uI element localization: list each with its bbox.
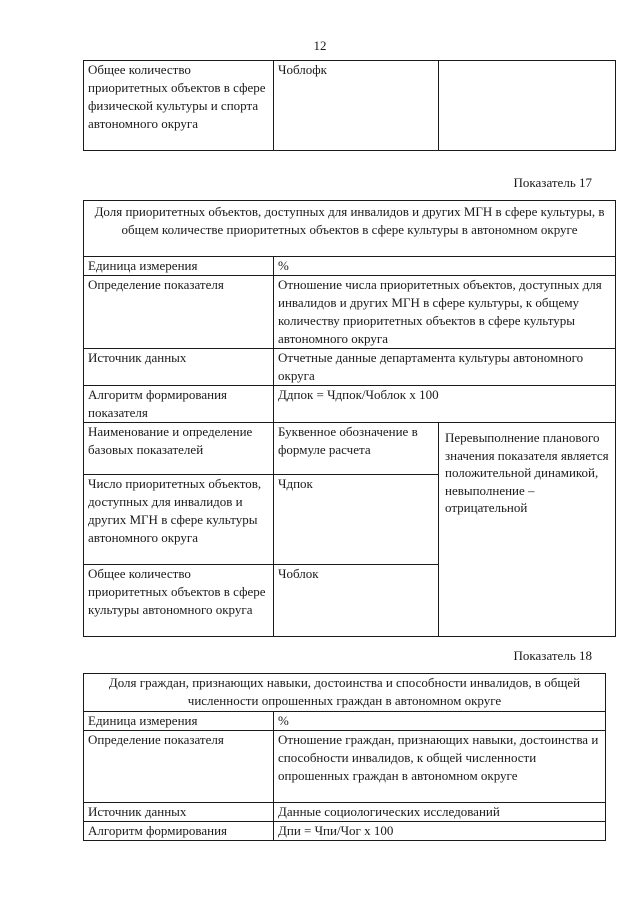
indicator-title: Доля приоритетных объектов, доступных для инвалидов и других МГН в сфере культуры, в общем количестве приоритетных объектов в сфере культуры в автономном округе — [84, 201, 616, 257]
title-row — [84, 674, 606, 712]
row-label: Единица измерения — [84, 257, 274, 276]
empty-cell — [439, 61, 616, 151]
indicator-title: Доля граждан, признающих навыки, достоинства и способности инвалидов, в общей численности опрошенных граждан в автономном округе — [84, 674, 606, 712]
table-row — [84, 803, 606, 822]
table-row — [84, 61, 616, 151]
row-value: Дпи = Чпи/Чог x 100 — [274, 822, 606, 841]
row-value: Ддпок = Чдпок/Чоблок x 100 — [274, 386, 616, 423]
row-value: % — [274, 257, 616, 276]
table-row — [84, 386, 616, 423]
row-label: Источник данных — [84, 349, 274, 386]
indicator-18-table — [83, 673, 606, 841]
table-row — [84, 712, 606, 731]
table-row — [84, 276, 616, 349]
row-label: Определение показателя — [84, 731, 274, 803]
base-header-row — [84, 423, 616, 475]
row-value: Данные социологических исследований — [274, 803, 606, 822]
row-label: Единица измерения — [84, 712, 274, 731]
base-header-name: Наименование и определение базовых показателей — [84, 423, 274, 475]
table-row — [84, 349, 616, 386]
evaluation-note: Перевыполнение планового значения показателя является положительной динамикой, невыполнение – отрицательной — [439, 423, 616, 637]
table-row — [84, 257, 616, 276]
page-number: 12 — [313, 38, 327, 53]
row-label: Определение показателя — [84, 276, 274, 349]
row-value: Отчетные данные департамента культуры автономного округа — [274, 349, 616, 386]
row-label: Источник данных — [84, 803, 274, 822]
title-row — [84, 201, 616, 257]
table-row — [84, 822, 606, 841]
row-label: Алгоритм формирования показателя — [84, 386, 274, 423]
base-indicator-symbol: Чдпок — [274, 475, 439, 565]
base-indicator-symbol: Чоблофк — [274, 61, 439, 151]
indicator-17-heading: Показатель 17 — [513, 175, 592, 190]
indicator-17-table — [83, 200, 616, 637]
continued-table — [83, 60, 616, 151]
base-indicator-name: Общее количество приоритетных объектов в сфере физической культуры и спорта автономного округа — [84, 61, 274, 151]
base-indicator-name: Общее количество приоритетных объектов в сфере культуры автономного округа — [84, 565, 274, 637]
base-indicator-name: Число приоритетных объектов, доступных для инвалидов и других МГН в сфере культуры автономного округа — [84, 475, 274, 565]
base-header-symbol: Буквенное обозначение в формуле расчета — [274, 423, 439, 475]
table-row — [84, 731, 606, 803]
row-label: Алгоритм формирования — [84, 822, 274, 841]
row-value: Отношение граждан, признающих навыки, достоинства и способности инвалидов, к общей численности опрошенных граждан в автономном округе — [274, 731, 606, 803]
row-value: Отношение числа приоритетных объектов, доступных для инвалидов и других МГН в сфере культуры, к общему количеству приоритетных объектов в сфере культуры автономного округа — [274, 276, 616, 349]
base-indicator-symbol: Чоблок — [274, 565, 439, 637]
row-value: % — [274, 712, 606, 731]
indicator-18-heading: Показатель 18 — [513, 648, 592, 663]
